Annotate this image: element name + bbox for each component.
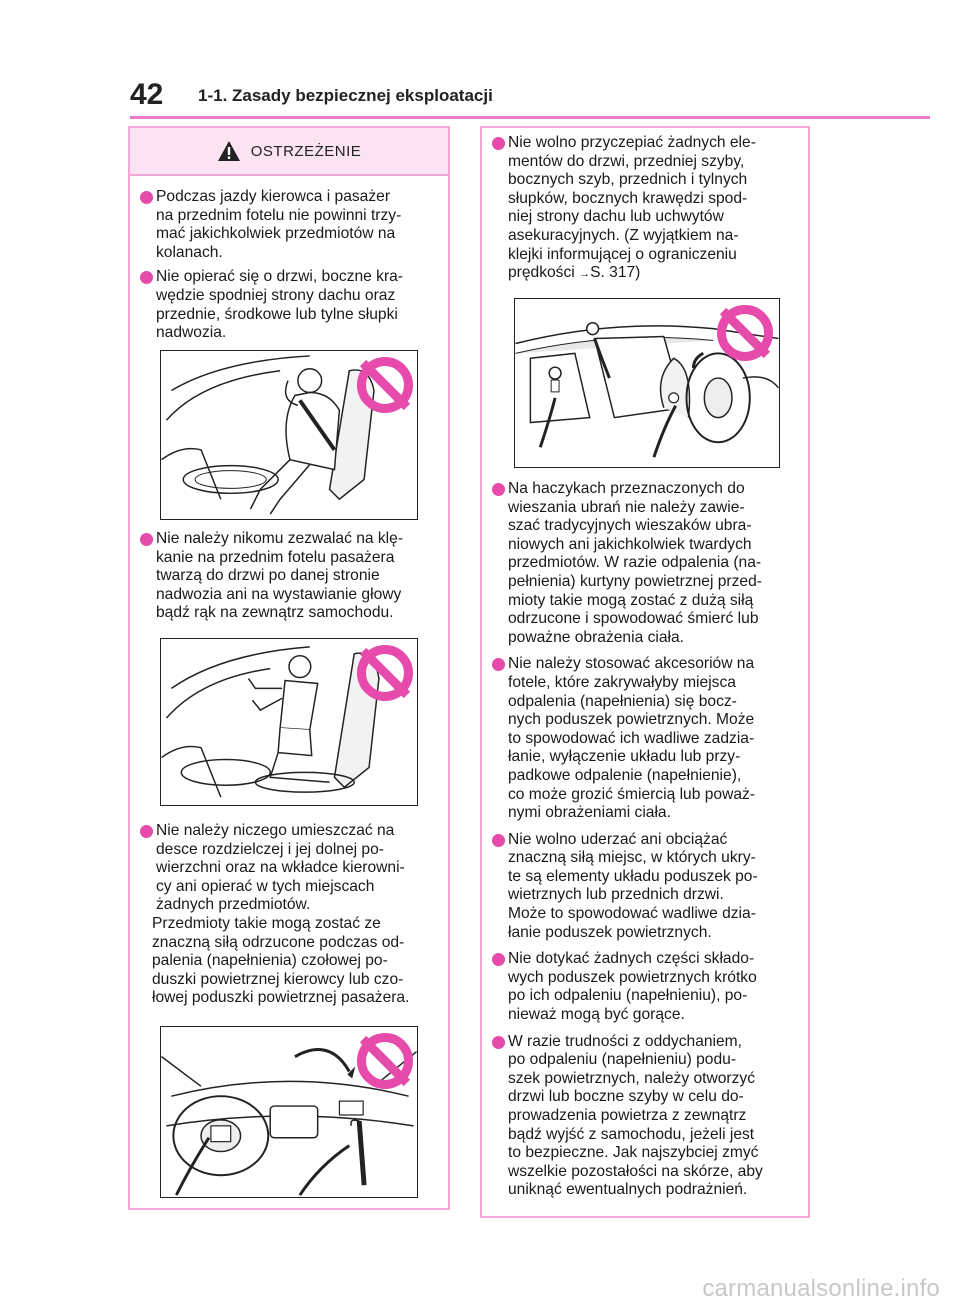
list-item: W razie trudności z oddychaniem, po odpaleniu (napełnieniu) podu- szek powietrznych, należy otworzyć drzwi lub boczne szyby w celu do- prowadzenia powietrza z zewnątrz bądź wyjść z samochodu, jeżeli jest to bezpieczne. Jak najszybciej zmyć wszelkie pozostałości na skórze, aby uniknąć ewentualnych podrażnień. [492,1033,800,1200]
illustration-kneeling-on-seat [160,638,418,806]
bullet-icon [140,191,153,204]
list-item: Nie wolno przyczepiać żadnych ele- mentów do drzwi, przedniej szyby, bocznych szyb, przednich i tylnych słupków, bocznych krawędzi spod- niej strony dachu lub uchwytów asekuracyjnych. (Z wyjątkiem na- klejki informującej o ograniczeniu prędkości →S. 317) [492,134,800,284]
bullet-icon [140,271,153,284]
list-item: Nie należy stosować akcesoriów na fotele, które zakrywałyby miejsca odpalenia (napełnienia) się bocz- nych poduszek powietrznych. Może to spowodować ich wadliwe zadzia- łanie, wyłączenie układu lub przy- padkowe odpalenie (napełnienie), co może grozić śmiercią lub poważ- nymi obrażeniami ciała. [492,655,800,822]
prohibition-icon [717,305,773,361]
warning-box [128,126,450,1210]
bullet-icon [492,834,505,847]
list-item: Nie dotykać żadnych części składo- wych poduszek powietrznych krótko po ich odpaleniu (napełnieniu), po- nieważ mogą być gorące. [492,950,800,1024]
warning-box-continued [480,126,810,1218]
bullet-icon [492,658,505,671]
bullet-icon [492,953,505,966]
list-item: Nie opierać się o drzwi, boczne kra- wędzie spodniej strony dachu oraz przednie, środkowe lub tylne słupki nadwozia. [140,268,440,342]
bullet-icon [492,137,505,150]
list-item: Nie należy niczego umieszczać na desce rozdzielczej i jej dolnej po- wierzchni oraz na wkładce kierowni- cy ani opierać w tych miejscach żadnych przedmiotów. Przedmioty takie mogą zostać ze znaczną siłą odrzucone podczas od- palenia (napełnienia) czołowej po- duszki powietrznej kierowcy lub czo- łowej poduszki powietrznej pasażera. [140,822,440,1008]
list-item: Podczas jazdy kierowca i pasażer na przednim fotelu nie powinni trzy- mać jakichkolwiek przedmiotów na kolanach. [140,188,440,262]
page-header [130,78,930,118]
list-item: Nie należy nikomu zezwalać na klę- kanie na przednim fotelu pasażera twarzą do drzwi po danej stronie nadwozia ani na wystawianie głowy bądź rąk na zewnątrz samochodu. [140,530,440,623]
prohibition-icon [357,1033,413,1089]
warning-title: OSTRZEŻENIE [250,142,362,160]
illustration-leaning-on-door [160,350,418,520]
page-reference[interactable]: S. 317) [590,264,641,282]
prohibition-icon [357,645,413,701]
reference-arrow-icon: → [579,268,591,281]
bullet-icon [140,533,153,546]
bullet-icon [492,1036,505,1049]
warning-triangle-icon [217,140,241,162]
illustration-door-attachments [514,298,780,468]
list-item: Na haczykach przeznaczonych do wieszania ubrań nie należy zawie- szać tradycyjnych wieszaków ubra- niowych ani jakichkolwiek twardych przedmiotów. W razie odpalenia (na- pełnienia) kurtyny powietrznej przed- mioty takie mogą zostać z dużą siłą odrzucone i spowodować śmierć lub poważne obrażenia ciała. [492,480,800,647]
list-item: Nie wolno uderzać ani obciążać znaczną siłą miejsc, w których ukry- te są elementy układu poduszek po- wietrznych lub przednich drzwi. Może to spowodować wadliwe dzia- łanie poduszek powietrznych. [492,831,800,943]
watermark: carmanualsonline.info [702,1275,940,1302]
bullet-icon [140,825,153,838]
section-title: 1-1. Zasady bezpiecznej eksploatacji [198,86,493,105]
illustration-dashboard-objects [160,1026,418,1198]
bullet-icon [492,483,505,496]
prohibition-icon [357,357,413,413]
page-number: 42 [130,78,164,111]
header-rule [130,116,930,119]
warning-header [130,128,448,176]
